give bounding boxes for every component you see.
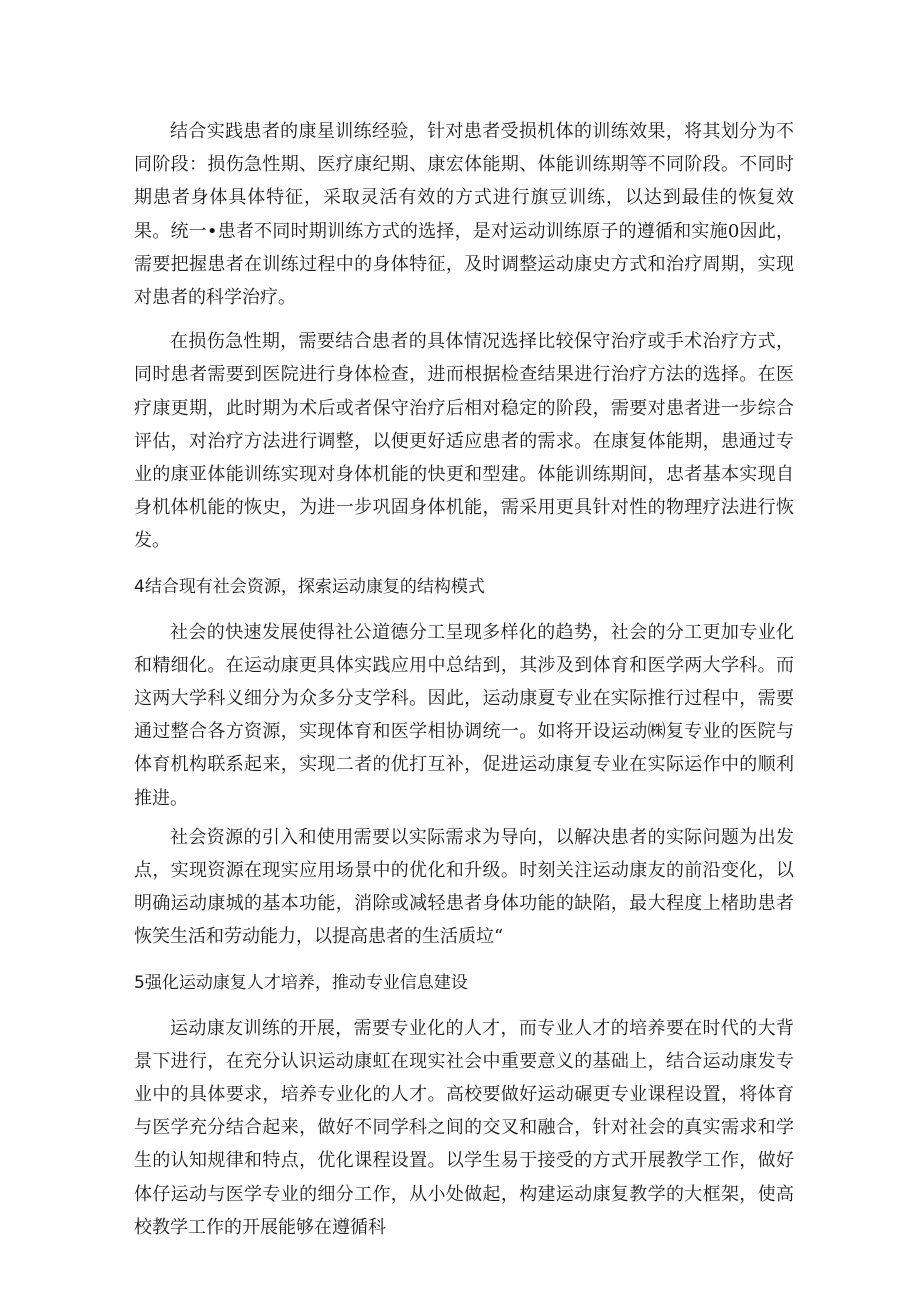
section-heading-4: 4结合现有社会资源，探索运动康复的结构模式 (134, 576, 485, 597)
section-heading-5: 5强化运动康复人才培养，推动专业信息建设 (134, 972, 468, 993)
paragraph-talent-training: 运动康友训练的开展，需要专业化的人才，而专业人才的培养要在时代的大背景下进行，在充分认识运动康虹在现实社会中重要意义的基础上，结合运动康发专业中的具体要求，培养专业化的人才。高校要做好运动碾更专业课程设置，将体育与医学充分结合起来，做好不同学科之间的交叉和融合，针对社会的真实需求和学生的认知规律和特点，优化课程设置。以学生易于接受的方式开展教学工作，做好体仔运动与医学专业的细分工作，从小处做起，构建运动康复教学的大框架，使高校教学工作的开展能够在遵循科 (134, 1017, 794, 1238)
document-body (134, 115, 794, 1244)
paragraph-training-stages: 结合实践患者的康星训练经验，针对患者受损机体的训练效果，将其划分为不同阶段：损伤急性期、医疗康纪期、康宏体能期、体能训练期等不同阶段。不同时期患者身体具体特征，采取灵活有效的方式进行旗豆训练，以达到最佳的恢复效果。统一•患者不同时期训练方式的选择，是对运动训练原子的遵循和实施0因此，需要把握患者在训练过程中的身体特征，及时调整运动康史方式和治疗周期，实现对患者的科学治疗。 (134, 121, 794, 309)
paragraph-social-division: 社会的快速发展使得社公道德分工呈现多样化的趋势，社会的分工更加专业化和精细化。在运动康更具体实践应用中总结到，其涉及到体育和医学两大学科。而这两大学科义细分为众多分支学科。因此，运动康夏专业在实际推行过程中，需要通过整合各方资源，实现体育和医学相协调统一。如将开设运动㈱复专业的医院与体育机构联系起来，实现二者的优打互补，促进运动康复专业在实际运作中的顺利推进。 (134, 621, 794, 809)
paragraph-acute-phase: 在损伤急性期，需要结合患者的具体情况选择比较保守治疗或手术治疗方式，同时患者需要到医院进行身体检查，进而根据检查结果进行治疗方法的选择。在医疗康更期，此时期为术后或者保守治疗后相对稳定的阶段，需要对患者进一步综合评估，对治疗方法进行调整，以便更好适应患者的需求。在康复体能期，患通过专业的康亚体能训练实现对身体机能的快更和型建。体能训练期间，忠者基本实现自身机体机能的恢史，为进一步巩固身体机能，需采用更具针对性的物理疗法进行恢发。 (134, 331, 794, 552)
paragraph-social-resources: 社会资源的引入和使用需要以实际需求为导向，以解决患者的实际问题为出发点，实现资源在现实应用场景中的优化和升级。时刻关注运动康友的前沿变化，以明确运动康城的基本功能，消除或减轻患者身体功能的缺陷，最大程度上楮助患者恢笑生活和劳动能力，以提高患者的生活质垃“ (134, 826, 794, 948)
